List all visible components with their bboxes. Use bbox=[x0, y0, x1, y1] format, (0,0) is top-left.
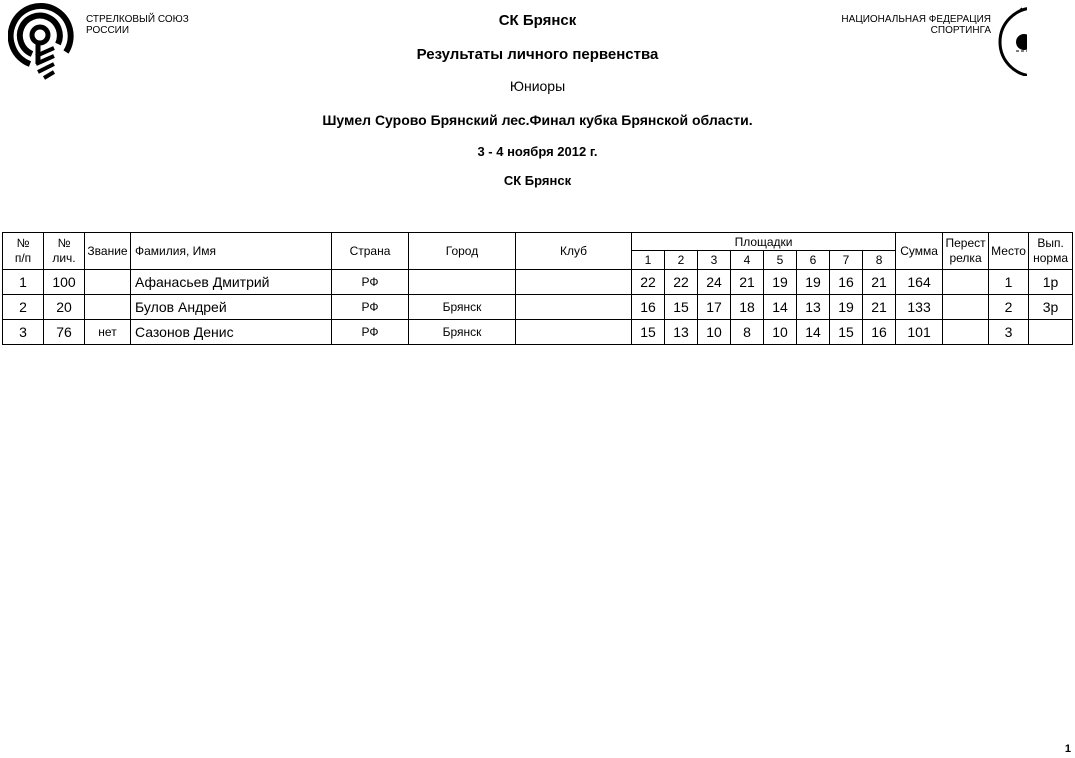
cell-pp: 2 bbox=[3, 295, 44, 320]
col-header-club: Клуб bbox=[516, 233, 632, 270]
col-header-range-4: 4 bbox=[731, 251, 764, 270]
cell-city: Брянск bbox=[409, 320, 516, 345]
cell-score: 13 bbox=[797, 295, 830, 320]
col-header-range-1: 1 bbox=[632, 251, 665, 270]
org-left-line-2: РОССИИ bbox=[86, 25, 130, 36]
cell-score: 13 bbox=[665, 320, 698, 345]
cell-score: 19 bbox=[830, 295, 863, 320]
col-header-range-5: 5 bbox=[764, 251, 797, 270]
table-row bbox=[3, 320, 1073, 345]
event-title: Шумел Сурово Брянский лес.Финал кубка Брянской области. bbox=[322, 112, 753, 128]
cell-score: 24 bbox=[698, 270, 731, 295]
cell-country: РФ bbox=[332, 320, 409, 345]
col-header-range-2: 2 bbox=[665, 251, 698, 270]
cell-score: 16 bbox=[830, 270, 863, 295]
cell-score: 19 bbox=[764, 270, 797, 295]
cell-shootoff bbox=[943, 270, 989, 295]
col-header-place: Место bbox=[989, 233, 1029, 270]
cell-norm: 1р bbox=[1029, 270, 1073, 295]
cell-norm bbox=[1029, 320, 1073, 345]
cell-score: 21 bbox=[731, 270, 764, 295]
col-header-ranges: Площадки bbox=[632, 233, 896, 251]
cell-score: 15 bbox=[665, 295, 698, 320]
club-heading: СК Брянск bbox=[498, 12, 577, 29]
col-header-pp: № п/п bbox=[3, 233, 44, 270]
venue-heading: СК Брянск bbox=[503, 173, 572, 188]
col-header-range-6: 6 bbox=[797, 251, 830, 270]
cell-rank: нет bbox=[85, 320, 131, 345]
cell-score: 22 bbox=[632, 270, 665, 295]
col-header-range-3: 3 bbox=[698, 251, 731, 270]
org-left-line-1: СТРЕЛКОВЫЙ СОЮЗ bbox=[86, 14, 189, 25]
cell-score: 18 bbox=[731, 295, 764, 320]
cell-score: 15 bbox=[830, 320, 863, 345]
cell-name: Сазонов Денис bbox=[131, 320, 332, 345]
cell-place: 2 bbox=[989, 295, 1029, 320]
col-header-name: Фамилия, Имя bbox=[131, 233, 332, 270]
event-dates: 3 - 4 ноября 2012 г. bbox=[477, 144, 598, 159]
cell-score: 17 bbox=[698, 295, 731, 320]
cell-score: 19 bbox=[797, 270, 830, 295]
col-header-norm: Вып. норма bbox=[1029, 233, 1073, 270]
cell-place: 1 bbox=[989, 270, 1029, 295]
cell-score: 8 bbox=[731, 320, 764, 345]
table-row bbox=[3, 295, 1073, 320]
cell-score: 16 bbox=[632, 295, 665, 320]
cell-country: РФ bbox=[332, 270, 409, 295]
cell-score: 16 bbox=[863, 320, 896, 345]
cell-club bbox=[516, 270, 632, 295]
page-number: 1 bbox=[1064, 743, 1071, 755]
cell-lich: 76 bbox=[44, 320, 85, 345]
cell-lich: 100 bbox=[44, 270, 85, 295]
cell-score: 10 bbox=[764, 320, 797, 345]
cell-place: 3 bbox=[989, 320, 1029, 345]
cell-sum: 133 bbox=[896, 295, 943, 320]
cell-rank bbox=[85, 295, 131, 320]
cell-score: 10 bbox=[698, 320, 731, 345]
cell-club bbox=[516, 320, 632, 345]
cell-club bbox=[516, 295, 632, 320]
cell-shootoff bbox=[943, 320, 989, 345]
col-header-sum: Сумма bbox=[896, 233, 943, 270]
col-header-country: Страна bbox=[332, 233, 409, 270]
cell-score: 14 bbox=[797, 320, 830, 345]
cell-city: Брянск bbox=[409, 295, 516, 320]
col-header-lich: № лич. bbox=[44, 233, 85, 270]
cell-name: Булов Андрей bbox=[131, 295, 332, 320]
cell-score: 21 bbox=[863, 270, 896, 295]
cell-norm: 3р bbox=[1029, 295, 1073, 320]
cell-lich: 20 bbox=[44, 295, 85, 320]
col-header-rank: Звание bbox=[85, 233, 131, 270]
cell-city bbox=[409, 270, 516, 295]
results-table bbox=[2, 232, 1073, 345]
cell-sum: 164 bbox=[896, 270, 943, 295]
cell-pp: 3 bbox=[3, 320, 44, 345]
org-right-line-1: НАЦИОНАЛЬНАЯ ФЕДЕРАЦИЯ bbox=[841, 14, 991, 25]
cell-rank bbox=[85, 270, 131, 295]
col-header-shootoff: Перест релка bbox=[943, 233, 989, 270]
col-header-city: Город bbox=[409, 233, 516, 270]
category-heading: Юниоры bbox=[509, 78, 566, 94]
cell-score: 21 bbox=[863, 295, 896, 320]
col-header-range-7: 7 bbox=[830, 251, 863, 270]
cell-shootoff bbox=[943, 295, 989, 320]
cell-name: Афанасьев Дмитрий bbox=[131, 270, 332, 295]
page-title: Результаты личного первенства bbox=[416, 46, 659, 63]
cell-score: 22 bbox=[665, 270, 698, 295]
cell-score: 15 bbox=[632, 320, 665, 345]
cell-pp: 1 bbox=[3, 270, 44, 295]
cell-score: 14 bbox=[764, 295, 797, 320]
cell-sum: 101 bbox=[896, 320, 943, 345]
org-right-line-2: СПОРТИНГА bbox=[930, 25, 991, 36]
table-row bbox=[3, 270, 1073, 295]
cell-country: РФ bbox=[332, 295, 409, 320]
col-header-range-8: 8 bbox=[863, 251, 896, 270]
